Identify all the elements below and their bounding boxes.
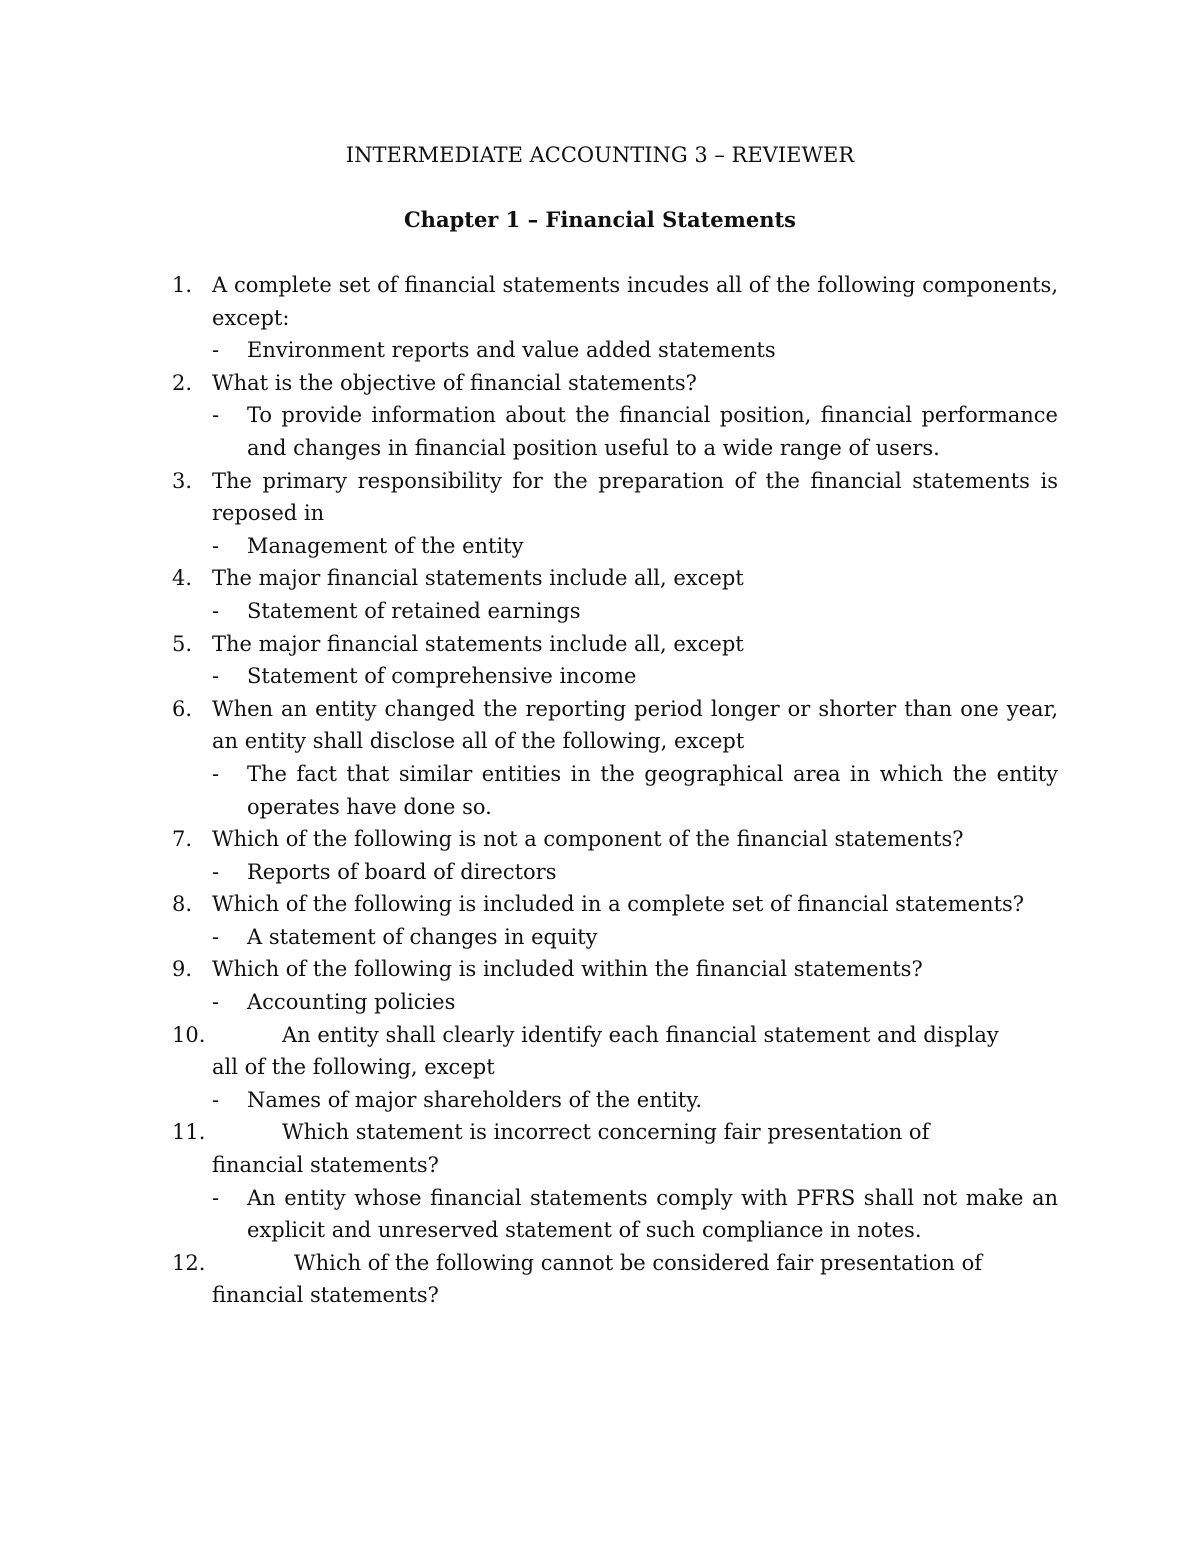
question-text: Which of the following cannot be considered fair presentation of [294,1250,983,1275]
question-number: 1. [172,273,193,297]
question-number: 3. [172,468,193,493]
answer-text: To provide information about the financial position, financial performance and changes in financial position useful to a wide range of users. [247,403,1058,460]
question-item [172,823,1058,888]
chapter-title: Chapter 1 – Financial Statements [403,207,797,232]
question-number: 5. [172,631,193,656]
question-text: An entity shall clearly identify each financial statement and display [282,1022,999,1047]
question-text-continued [172,1149,1058,1247]
question-item [172,1116,1058,1246]
answer-text: Management of the entity [247,533,524,558]
question-number: 6. [172,696,193,721]
question-first-line [172,1019,1058,1052]
answer-marker: - [212,761,220,786]
answer-marker: - [212,533,220,558]
answer-item [212,530,1058,563]
answer-item [212,334,1058,367]
question-text-rest: financial statements? [212,1283,439,1308]
question-item [172,1247,1058,1312]
question-item [172,888,1058,953]
answer-text: Names of major shareholders of the entity. [247,1087,703,1112]
answer-text: Accounting policies [247,990,456,1015]
question-number: 11. [172,1120,206,1145]
answer-text: Reports of board of directors [247,859,557,884]
answer-item [212,595,1058,628]
question-item [172,269,1058,367]
question-text-rest: all of the following, except [212,1055,495,1080]
question-item [172,693,1058,823]
answer-marker: - [212,859,220,884]
question-item [172,465,1058,563]
answer-text: Environment reports and value added statements [247,338,776,363]
question-item [172,953,1058,1018]
question-number: 8. [172,892,193,917]
question-item [172,1019,1058,1117]
answer-marker: - [212,1185,220,1210]
answer-text: Statement of comprehensive income [247,664,637,689]
question-text: A complete set of financial statements incudes all of the following components, except: [212,273,1058,330]
answer-marker: - [212,338,220,363]
question-text-continued [172,1279,1058,1312]
answer-item [212,399,1058,464]
answer-text: Statement of retained earnings [247,598,581,623]
answer-marker: - [212,924,220,949]
answer-item [212,1084,1058,1117]
question-text: The primary responsibility for the preparation of the financial statements is reposed in [212,468,1058,526]
answer-text: The fact that similar entities in the geographical area in which the entity operates have done so. [247,761,1058,819]
answer-item [212,758,1058,823]
question-text: Which statement is incorrect concerning fair presentation of [282,1120,930,1145]
question-text: The major financial statements include all, except [212,631,744,656]
answer-item [212,856,1058,889]
question-item [172,367,1058,465]
question-number: 10. [172,1022,206,1047]
document-title: INTERMEDIATE ACCOUNTING 3 – REVIEWER [345,143,855,167]
answer-text: An entity whose financial statements comply with PFRS shall not make an explicit and unreserved statement of such compliance in notes. [247,1185,1058,1243]
answer-item [212,986,1058,1019]
answer-marker: - [212,598,220,623]
question-text: Which of the following is included in a complete set of financial statements? [212,892,1025,917]
question-text-continued [172,1051,1058,1116]
question-text: What is the objective of financial statements? [212,370,697,395]
question-first-line [172,1116,1058,1149]
answer-marker: - [212,990,220,1015]
question-text: The major financial statements include all, except [212,566,744,591]
question-number: 12. [172,1250,206,1275]
question-first-line [172,1247,1058,1280]
question-number: 9. [172,957,193,982]
question-number: 2. [172,370,193,395]
question-number: 7. [172,827,193,852]
answer-item [212,921,1058,954]
question-item [172,562,1058,627]
answer-marker: - [212,664,220,689]
question-text-rest: financial statements? [212,1153,439,1178]
question-list [172,269,1058,1312]
answer-marker: - [212,403,220,428]
question-text: Which of the following is included within the financial statements? [212,957,923,982]
answer-item [212,1182,1058,1247]
question-item [172,628,1058,693]
question-number: 4. [172,566,193,591]
question-text: When an entity changed the reporting period longer or shorter than one year, an entity shall disclose all of the following, except [212,696,1058,754]
question-text: Which of the following is not a component of the financial statements? [212,827,964,852]
answer-text: A statement of changes in equity [247,924,598,949]
answer-marker: - [212,1087,220,1112]
answer-item [212,660,1058,693]
